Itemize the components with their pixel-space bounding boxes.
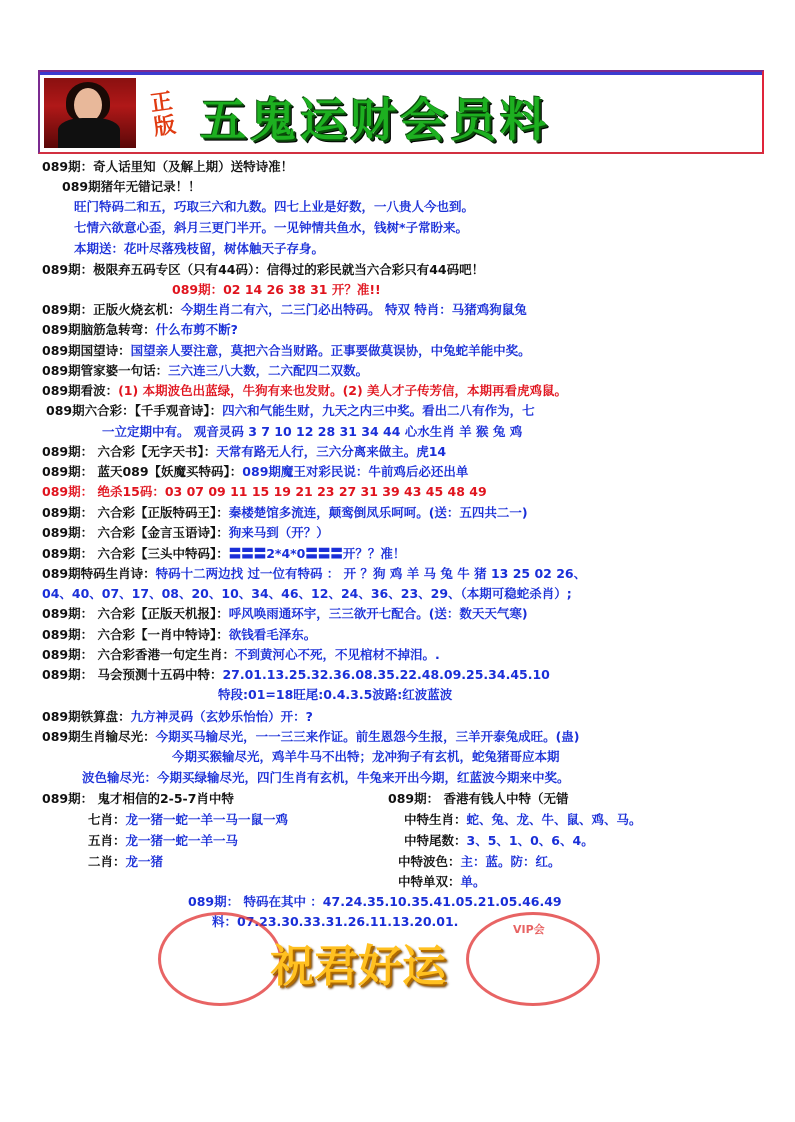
text-line: 旺门特码二和五，巧取三六和九数。四七上业是好数，一八贵人今也到。 xyxy=(74,199,475,214)
line-value: 呼风唤雨通环宇，三三欲开七配合。(送：数天天气寒) xyxy=(228,606,528,621)
text-line: 七情六欲意心歪，斜月三更门半开。一见钟情共鱼水，钱树*子常盼来。 xyxy=(74,220,469,235)
right-row-label: 中特波色： xyxy=(398,854,461,869)
edition-label: 正版 xyxy=(148,88,178,141)
line-value: 不到黄河心不死，不见棺材不掉泪。. xyxy=(234,647,440,662)
photo-body xyxy=(58,118,120,148)
line-label: 波色输尽光： xyxy=(82,770,158,785)
line-label: 089期六合彩：【千手观音诗】： xyxy=(46,403,223,418)
line-value: 欲钱看毛泽东。 xyxy=(228,627,317,642)
line-label: 089期国望诗： xyxy=(42,343,131,358)
right-row-label: 中特单双： xyxy=(398,874,461,889)
text-line: 089期：极限弃五码专区（只有44码）：信得过的彩民就当六合彩只有44码吧！ xyxy=(42,262,485,277)
avatar-photo xyxy=(44,78,136,148)
left-row-value: 龙一猪 xyxy=(125,854,164,869)
page-title: 五鬼运财会员料 xyxy=(200,93,550,147)
right-row-value: 主：蓝。防：红。 xyxy=(460,854,561,869)
text-line: 特段:01=18旺尾:0.4.3.5波路:红波蓝波 xyxy=(218,687,453,702)
footer-line: 料：07.23.30.33.31.26.11.13.20.01. xyxy=(212,914,459,929)
left-block-head: 089期： 鬼才相信的2-5-7肖中特 xyxy=(42,791,234,806)
right-row-value: 蛇、兔、龙、牛、鼠、鸡、马。 xyxy=(466,812,642,827)
white-blot xyxy=(484,944,584,984)
right-row-label: 中特尾数： xyxy=(404,833,467,848)
line-label: 089期： 马会预测十五码中特： xyxy=(42,667,223,682)
line-value: 27.01.13.25.32.36.08.35.22.48.09.25.34.45.10 xyxy=(222,667,550,682)
right-row-value: 3、5、1、0、6、4。 xyxy=(466,833,594,848)
text-line: 089期猪年无错记录！！ xyxy=(62,179,201,194)
line-value: 狗来马到（开？） xyxy=(228,525,329,540)
line-value: 特码十二两边找 过一位有特码 ： 开 ？狗 鸡 羊 马 兔 牛 猪 13 25 02 26、 xyxy=(155,566,587,581)
stamp-text: VIP会 xyxy=(513,923,545,936)
text-line: 089期： 绝杀15码：03 07 09 11 15 19 21 23 27 31 39 43 45 48 49 xyxy=(42,484,487,499)
line-label: 089期： 六合彩【无字天书】： xyxy=(42,444,217,459)
line-value: (1) 本期波色出蓝绿，牛狗有来也发财。(2) 美人才子传芳信，本期再看虎鸡鼠。 xyxy=(118,383,568,398)
line-value: 〓〓〓2*4*0〓〓〓开？？准！ xyxy=(228,546,406,561)
line-label: 089期： 六合彩【三头中特码】： xyxy=(42,546,229,561)
line-label: 089期生肖输尽光： xyxy=(42,729,156,744)
line-label: 089期： 六合彩【一肖中特诗】： xyxy=(42,627,229,642)
line-label: 089期脑筋急转弯： xyxy=(42,322,156,337)
line-value: 秦楼楚馆多流连，颠鸾倒凤乐呵呵。(送：五四共二一) xyxy=(228,505,528,520)
header-banner xyxy=(38,70,764,154)
text-line: 04、40、07、17、08、20、10、34、46、12、24、36、23、29、（本期可稳蛇杀肖）; xyxy=(42,586,572,601)
right-row-value: 单。 xyxy=(460,874,486,889)
text-line: 089期：02 14 26 38 31 开？准!! xyxy=(172,282,381,297)
line-label: 089期特码生肖诗： xyxy=(42,566,156,581)
line-label: 089期管家婆一句话： xyxy=(42,363,169,378)
line-label: 089期铁算盘： xyxy=(42,709,131,724)
line-value: 今期买马输尽光，一一三三来作证。前生恩怨今生报，三羊开泰兔成旺。(蛊) xyxy=(155,729,580,744)
line-label: 089期：正版火烧玄机： xyxy=(42,302,181,317)
line-value: 九方神灵码（玄妙乐怡怡）开：? xyxy=(130,709,313,724)
text-line: 一立定期中有。 观音灵码 3 7 10 12 28 31 34 44 心水生肖 羊 猴 兔 鸡 xyxy=(102,424,523,439)
footer-line: 089期： 特码在其中 ：47.24.35.10.35.41.05.21.05.46.49 xyxy=(188,894,562,909)
left-row-label: 二肖： xyxy=(88,854,126,869)
line-label: 089期： 六合彩【正版天机报】： xyxy=(42,606,229,621)
right-block-head: 089期： 香港有钱人中特（无错 xyxy=(388,791,569,806)
text-line: 今期买猴输尽光，鸡羊牛马不出特；龙冲狗子有玄机，蛇兔猪哥应本期 xyxy=(172,749,560,764)
line-value: 三六连三八大数，二六配四二双数。 xyxy=(168,363,369,378)
text-line: 本期送：花叶尽落残枝留，树体触天子存身。 xyxy=(74,241,325,256)
red-stamp-left xyxy=(158,912,282,1006)
right-row-label: 中特生肖： xyxy=(404,812,467,827)
line-value: 089期魔王对彩民说：牛前鸡后必还出单 xyxy=(242,464,469,479)
line-label: 089期看波： xyxy=(42,383,119,398)
text-line: 089期：奇人话里知（及解上期）送特诗准！ xyxy=(42,159,294,174)
left-row-label: 七肖： xyxy=(88,812,126,827)
header-top-line xyxy=(40,72,762,75)
line-label: 089期： 六合彩香港一句定生肖： xyxy=(42,647,235,662)
line-value: 什么布剪不断? xyxy=(155,322,238,337)
line-label: 089期： 蓝天089【妖魔买特码】： xyxy=(42,464,243,479)
left-row-value: 龙一猪一蛇一羊一马 xyxy=(125,833,239,848)
left-row-label: 五肖： xyxy=(88,833,126,848)
line-value: 四六和气能生财，九天之内三中奖。看出二八有作为，七 xyxy=(222,403,535,418)
good-luck-banner: 祝君好运 xyxy=(270,941,446,992)
photo-face xyxy=(74,88,102,122)
left-row-value: 龙一猪一蛇一羊一马一鼠一鸡 xyxy=(125,812,289,827)
line-label: 089期： 六合彩【正版特码王】： xyxy=(42,505,229,520)
line-value: 今期买绿输尽光，四门生肖有玄机，牛兔来开出今期，红蓝波今期来中奖。 xyxy=(157,770,570,785)
line-value: 天常有路无人行，三六分离来做主。虎14 xyxy=(216,444,447,459)
line-value: 今期生肖二有六，二三门必出特码。 特双 特肖：马猪鸡狗鼠兔 xyxy=(180,302,527,317)
line-label: 089期： 六合彩【金言玉语诗】： xyxy=(42,525,229,540)
line-value: 国望亲人要注意，莫把六合当财路。正事要做莫误协，中兔蛇羊能中奖。 xyxy=(130,343,531,358)
